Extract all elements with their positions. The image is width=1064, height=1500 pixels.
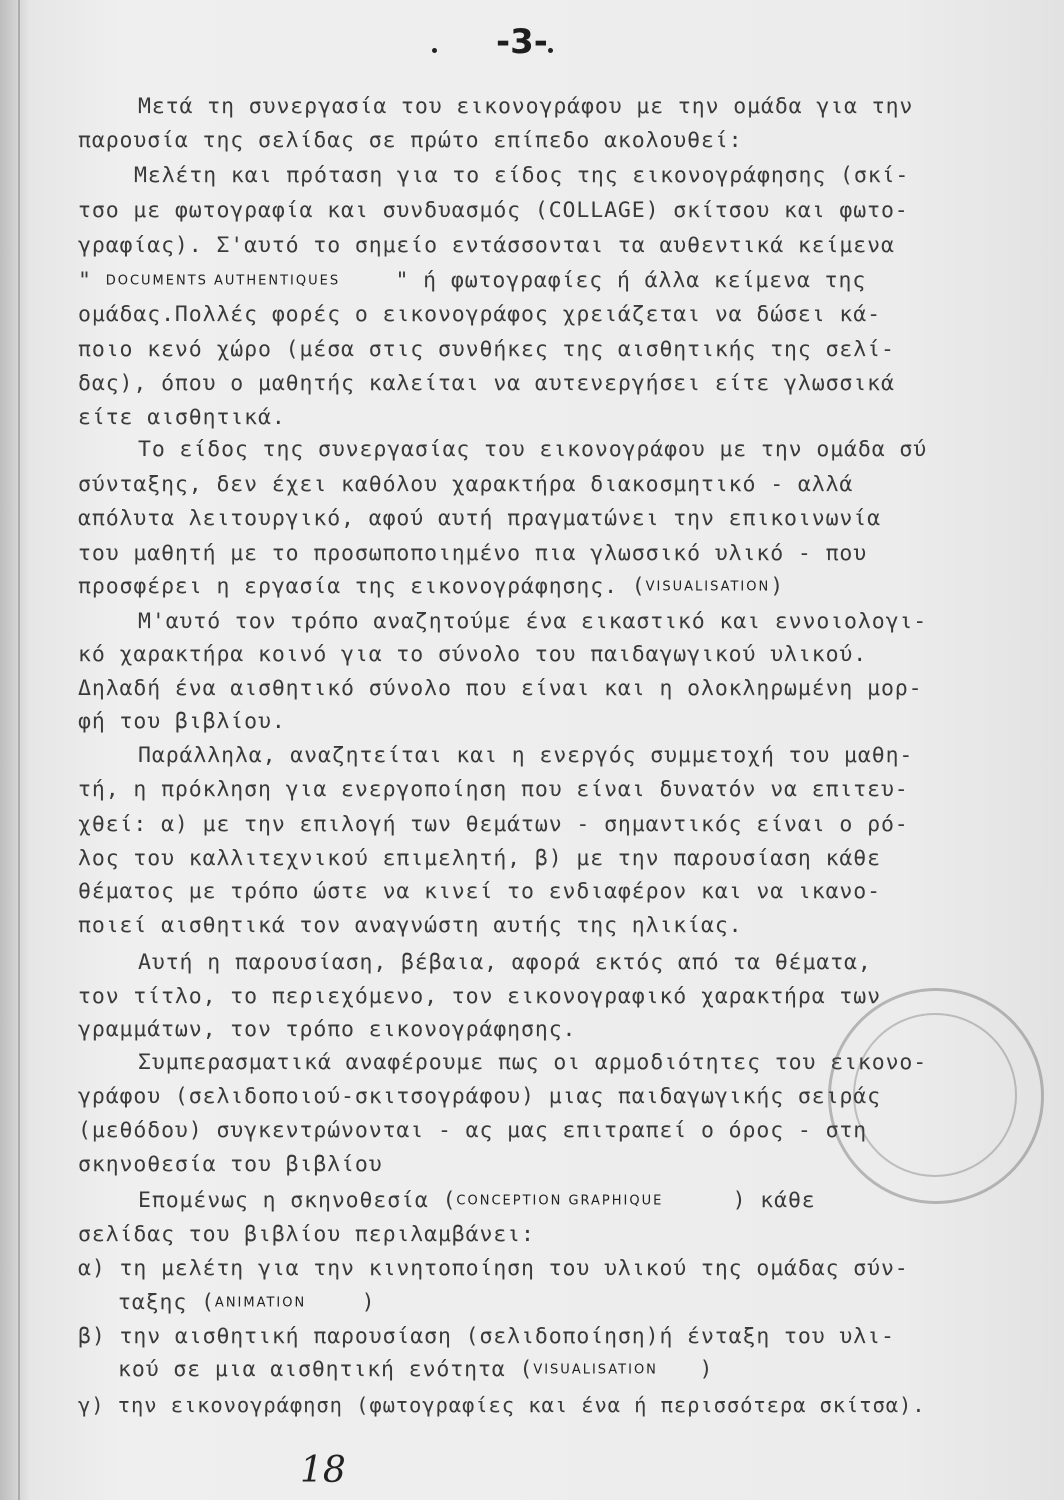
text-line <box>118 1290 375 1315</box>
text-fragment: ταξης ( <box>118 1290 215 1315</box>
handwritten-documents-authentiques: DOCUMENTS AUTHENTIQUES <box>105 273 341 289</box>
text-line: Μ'αυτό τον τρόπο αναζητούμε ένα εικαστικό και εννοιολογι- <box>138 609 928 634</box>
handwritten-visualisation: VISUALISATION <box>533 1362 658 1378</box>
text-line: παρουσία της σελίδας σε πρώτο επίπεδο ακολουθεί: <box>78 128 743 153</box>
text-line: του μαθητή με το προσωποποιημένο πια γλωσσικό υλικό - που <box>78 541 868 566</box>
text-line: λος του καλλιτεχνικού επιμελητή, β) με την παρουσίαση κάθε <box>78 846 881 871</box>
text-line: Παράλληλα, αναζητείται και η ενεργός συμμετοχή του μαθη- <box>138 743 914 768</box>
text-line: ποιο κενό χώρο (μέσα στις συνθήκες της αισθητικής της σελί- <box>78 337 895 362</box>
dot-mark <box>548 48 553 53</box>
text-line: ομάδας.Πολλές φορές ο εικονογράφος χρειάζεται να δώσει κά- <box>78 302 881 327</box>
text-line: προσφέρει η εργασία της εικονογράφησης. (VISUALISATION) <box>78 574 785 599</box>
text-line: τή, η πρόκληση για ενεργοποίηση που είναι δυνατόν να επιτευ- <box>78 777 909 802</box>
text-fragment: ) κάθε <box>732 1188 816 1213</box>
text-fragment: κού σε μια αισθητική ενότητα ( <box>118 1357 534 1382</box>
text-line: γράφου (σελιδοποιού-σκιτσογράφου) μιας παιδαγωγικής σειράς <box>78 1084 881 1109</box>
text-line: β) την αισθητική παρουσίαση (σελιδοποίηση)ή ένταξη του υλι- <box>78 1324 895 1349</box>
text-line: (μεθόδου) συγκεντρώνονται - ας μας επιτραπεί ο όρος - στη <box>78 1118 868 1143</box>
text-line: τον τίτλο, το περιεχόμενο, τον εικονογραφικό χαρακτήρα των <box>78 984 881 1009</box>
text-fragment: ) <box>699 1357 714 1382</box>
text-line: τσο με φωτογραφία και συνδυασμός (COLLAGE) σκίτσου και φωτο- <box>78 198 909 223</box>
text-line: γ) την εικονογράφηση (φωτογραφίες και ένα ή περισσότερα σκίτσα). <box>78 1393 926 1417</box>
handwritten-visualisation: VISUALISATION <box>645 579 771 595</box>
handwritten-animation: ANIMATION <box>214 1295 307 1311</box>
text-line <box>138 1188 816 1213</box>
text-line: χθεί: α) με την επιλογή των θεμάτων - σημαντικός είναι ο ρό- <box>78 812 909 837</box>
text-fragment: " ή φωτογραφίες ή άλλα κείμενα της <box>395 268 867 293</box>
text-line: ποιεί αισθητικά τον αναγνώστη αυτής της ηλικίας. <box>78 913 743 938</box>
text-line: α) τη μελέτη για την κινητοποίηση του υλικού της ομάδας σύν- <box>78 1256 909 1281</box>
text-line: φή του βιβλίου. <box>78 709 286 734</box>
page-number: -3- <box>496 22 548 62</box>
text-line: " DOCUMENTS AUTHENTIQUES " ή φωτογραφίες ή άλλα κείμενα της <box>78 268 867 293</box>
text-line: θέματος με τρόπο ώστε να κινεί το ενδιαφέρον και να ικανο- <box>78 879 881 904</box>
text-line: κό χαρακτήρα κοινό για το σύνολο του παιδαγωγικού υλικού. <box>78 642 868 667</box>
text-line: Μετά τη συνεργασία του εικονογράφου με την ομάδα για την <box>138 94 914 119</box>
text-line: Μελέτη και πρόταση για το είδος της εικονογράφησης (σκί- <box>134 163 910 188</box>
page-edge-shadow <box>18 0 20 1500</box>
text-line: γραμμάτων, τον τρόπο εικονογράφησης. <box>78 1017 577 1042</box>
text-line: Δηλαδή ένα αισθητικό σύνολο που είναι και η ολοκληρωμένη μορ- <box>78 676 923 701</box>
text-line: σελίδας του βιβλίου περιλαμβάνει: <box>78 1222 535 1247</box>
text-line: απόλυτα λειτουργικό, αφού αυτή πραγματώνει την επικοινωνία <box>78 506 881 531</box>
text-line: σύνταξης, δεν έχει καθόλου χαρακτήρα διακοσμητικό - αλλά <box>78 472 854 497</box>
text-fragment: ) <box>361 1290 376 1315</box>
official-stamp-inner-ring <box>853 1013 1017 1177</box>
text-line: Το είδος της συνεργασίας του εικονογράφου με την ομάδα σύ <box>138 437 928 462</box>
official-stamp <box>828 988 1044 1204</box>
text-line: σκηνοθεσία του βιβλίου <box>78 1152 383 1177</box>
text-line: δας), όπου ο μαθητής καλείται να αυτενεργήσει είτε γλωσσικά <box>78 371 895 396</box>
handwritten-conception-graphique: CONCEPTION GRAPHIQUE <box>456 1193 664 1209</box>
text-line: Συμπερασματικά αναφέρουμε πως οι αρμοδιότητες του εικονο- <box>138 1050 928 1075</box>
text-fragment: προσφέρει η εργασία της εικονογράφησης. ( <box>78 574 646 599</box>
text-fragment: Επομένως η σκηνοθεσία ( <box>138 1188 457 1213</box>
text-line: Αυτή η παρουσίαση, βέβαια, αφορά εκτός από τα θέματα, <box>138 950 872 975</box>
handwritten-signature: 18 <box>300 1450 346 1491</box>
dot-mark <box>432 48 437 53</box>
text-line <box>118 1357 713 1382</box>
text-line: είτε αισθητικά. <box>78 405 286 430</box>
text-line: γραφίας). Σ'αυτό το σημείο εντάσσονται τα αυθεντικά κείμενα <box>78 233 895 258</box>
